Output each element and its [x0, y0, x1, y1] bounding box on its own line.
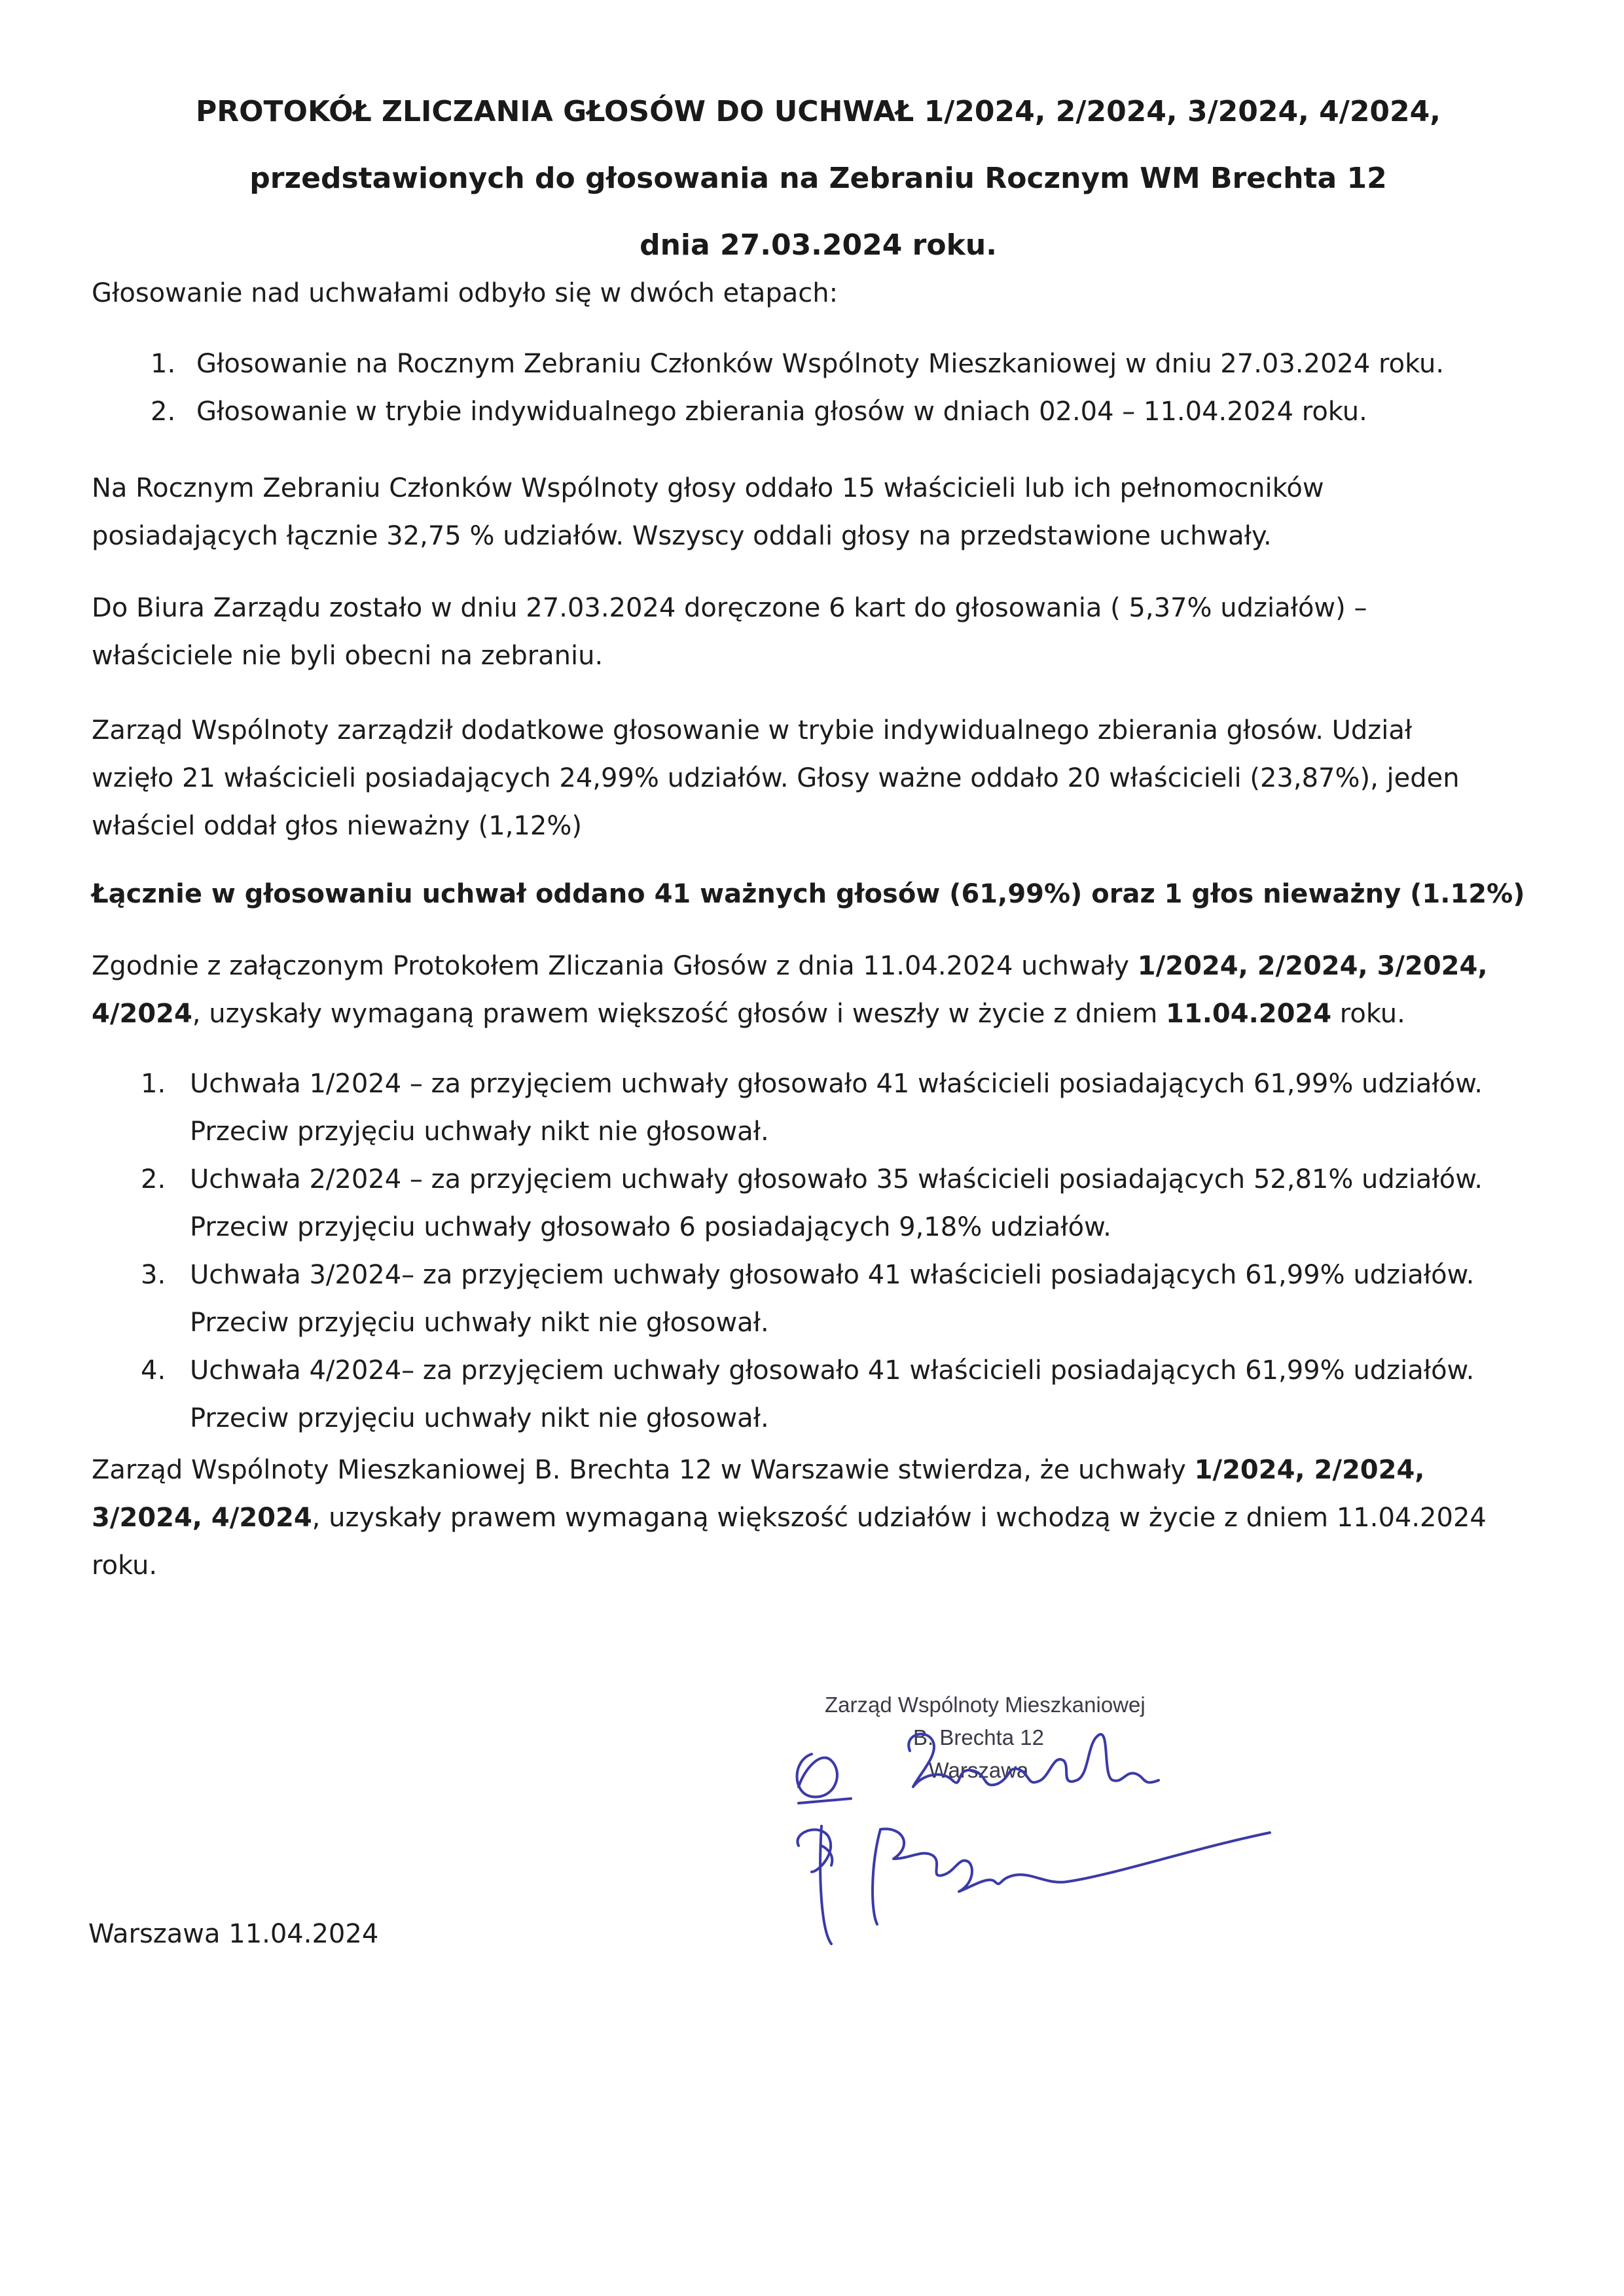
title-line-2: przedstawionych do głosowania na Zebraniu Rocznym WM Brechta 12: [249, 162, 1387, 195]
paragraph-text: roku.: [1331, 999, 1405, 1029]
stamp-line-3: Warszawa: [928, 1758, 1029, 1782]
effective-date: 11.04.2024: [1166, 999, 1332, 1029]
paragraph-line: Na Rocznym Zebraniu Członków Wspólnoty głosy oddało 15 właścicieli lub ich pełnomocników: [92, 473, 1324, 503]
resolution-numbers: 1/2024, 2/2024,: [1194, 1455, 1425, 1485]
list-item: [92, 388, 1564, 436]
title-line-1: PROTOKÓŁ ZLICZANIA GŁOSÓW DO UCHWAŁ 1/2024, 2/2024, 3/2024, 4/2024,: [196, 95, 1441, 128]
place-and-date: Warszawa 11.04.2024: [88, 1919, 379, 1949]
list-number: 3.: [141, 1260, 166, 1290]
paragraph-line: właściciele nie byli obecni na zebraniu.: [92, 641, 604, 671]
stages-list: [92, 340, 1564, 436]
paragraph-text: Zarząd Wspólnoty Mieszkaniowej B. Brechta 12 w Warszawie stwierdza, że uchwały: [92, 1455, 1195, 1485]
paragraph-text: , uzyskały prawem wymaganą większość udziałów i wchodzą w życie z dniem 11.04.2024: [312, 1503, 1487, 1533]
list-number: 1.: [151, 349, 176, 379]
resolution-numbers: 4/2024: [92, 999, 192, 1029]
paragraph-line: właściel oddał głos nieważny (1,12%): [92, 811, 582, 841]
list-text: Głosowanie w trybie indywidualnego zbierania głosów w dniach 02.04 – 11.04.2024 roku.: [196, 397, 1367, 427]
list-item: [92, 1060, 1564, 1156]
resolution-line: Przeciw przyjęciu uchwały nikt nie głosował.: [190, 1117, 769, 1147]
signature-2: [797, 1826, 832, 1944]
resolution-line: Uchwała 4/2024– za przyjęciem uchwały głosowało 41 właścicieli posiadających 61,99% udziałów.: [190, 1355, 1475, 1386]
conclusion-paragraph: [92, 1446, 1551, 1590]
resolution-line: Uchwała 1/2024 – za przyjęciem uchwały głosowało 41 właścicieli posiadających 61,99% udziałów.: [190, 1069, 1483, 1099]
paragraph-line: posiadających łącznie 32,75 % udziałów. Wszyscy oddali głosy na przedstawione uchwały.: [92, 521, 1272, 551]
list-number: 4.: [141, 1355, 166, 1386]
protocol-paragraph: [92, 942, 1551, 1038]
handwritten-signatures: [772, 1715, 1309, 1977]
list-number: 2.: [151, 397, 176, 427]
summary-paragraph: [92, 870, 1551, 918]
stamp-line-1: Zarząd Wspólnoty Mieszkaniowej: [825, 1693, 1146, 1717]
list-item: [92, 340, 1564, 388]
paragraph-text: , uzyskały wymaganą prawem większość głosów i weszły w życie z dniem: [192, 999, 1166, 1029]
paragraph-line: Zarząd Wspólnoty zarządził dodatkowe głosowanie w trybie indywidualnego zbierania głosów. Udział: [92, 715, 1413, 745]
office-cards-paragraph: [92, 584, 1551, 680]
resolutions-list: [92, 1060, 1564, 1443]
signature-1-name: [909, 1734, 1159, 1787]
list-item: [92, 1347, 1564, 1443]
summary-text: Łącznie w głosowaniu uchwał oddano 41 ważnych głosów (61,99%) oraz 1 głos nieważny (1.12%): [92, 879, 1525, 909]
list-item: [92, 1251, 1564, 1347]
additional-voting-paragraph: [92, 707, 1551, 850]
list-number: 1.: [141, 1069, 166, 1099]
stamp-line-2: B. Brechta 12: [913, 1725, 1044, 1749]
list-number: 2.: [141, 1164, 166, 1194]
document-title: [98, 79, 1538, 279]
resolution-line: Uchwała 3/2024– za przyjęciem uchwały głosowało 41 właścicieli posiadających 61,99% udziałów.: [190, 1260, 1475, 1290]
paragraph-line: Do Biura Zarządu zostało w dniu 27.03.2024 doręczone 6 kart do głosowania ( 5,37% udziałów) –: [92, 593, 1367, 623]
title-line-3: dnia 27.03.2024 roku.: [640, 228, 997, 262]
paragraph-line: wzięło 21 właścicieli posiadających 24,99% udziałów. Głosy ważne oddało 20 właścicieli (23,87%), jeden: [92, 763, 1460, 793]
meeting-votes-paragraph: [92, 465, 1551, 560]
signature-1: [797, 1754, 852, 1803]
intro-paragraph: Głosowanie nad uchwałami odbyło się w dwóch etapach:: [92, 278, 839, 308]
resolution-line: Uchwała 2/2024 – za przyjęciem uchwały głosowało 35 właścicieli posiadających 52,81% udziałów.: [190, 1164, 1483, 1194]
paragraph-text: Zgodnie z załączonym Protokołem Zliczania Głosów z dnia 11.04.2024 uchwały: [92, 951, 1138, 981]
resolution-line: Przeciw przyjęciu uchwały nikt nie głosował.: [190, 1403, 769, 1433]
resolution-line: Przeciw przyjęciu uchwały nikt nie głosował.: [190, 1308, 769, 1338]
resolution-numbers: 3/2024, 4/2024: [92, 1503, 312, 1533]
resolution-numbers: 1/2024, 2/2024, 3/2024,: [1137, 951, 1488, 981]
list-item: [92, 1156, 1564, 1251]
resolution-line: Przeciw przyjęciu uchwały głosowało 6 posiadających 9,18% udziałów.: [190, 1212, 1111, 1242]
list-text: Głosowanie na Rocznym Zebraniu Członków Wspólnoty Mieszkaniowej w dniu 27.03.2024 roku.: [196, 349, 1445, 379]
signature-2-name: [873, 1829, 1270, 1924]
paragraph-text: roku.: [92, 1551, 158, 1581]
